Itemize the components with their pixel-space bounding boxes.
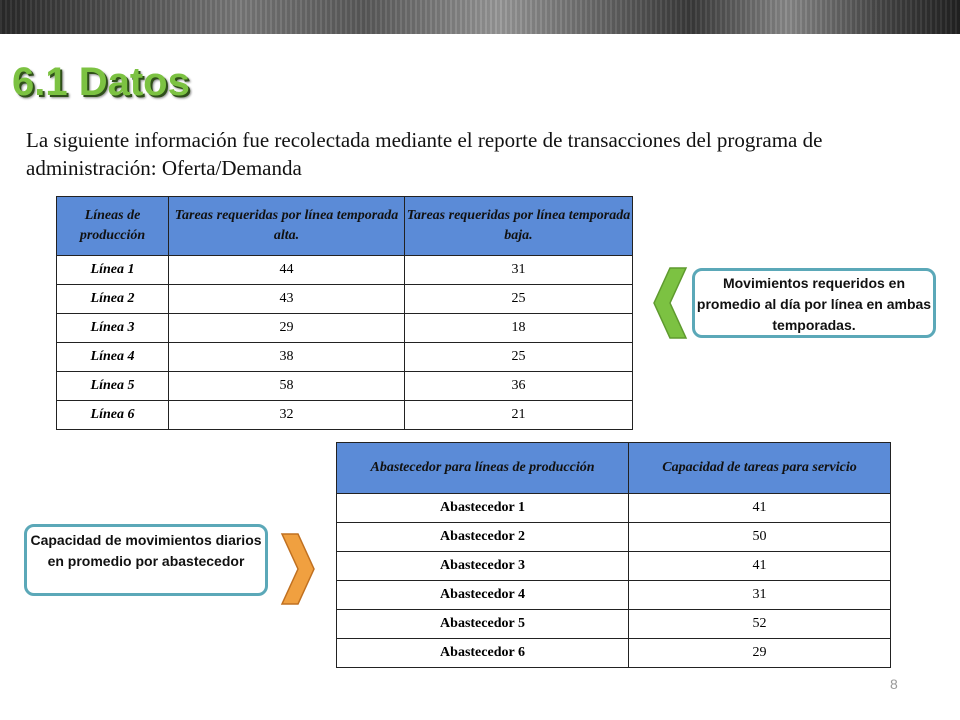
lines-table	[56, 196, 633, 430]
header-lineas: Líneas de producción	[57, 197, 169, 256]
header-alta: Tareas requeridas por línea temporada alta.	[169, 197, 405, 256]
header-abastecedor: Abastecedor para líneas de producción	[337, 443, 629, 494]
header-baja: Tareas requeridas por línea temporada baja.	[405, 197, 633, 256]
cell-baja: 25	[405, 285, 633, 314]
slide-title: 6.1 Datos	[12, 60, 190, 104]
row-label: Línea 1	[57, 256, 169, 285]
table-row	[337, 581, 891, 610]
row-label: Abastecedor 1	[337, 494, 629, 523]
chevron-right-icon	[280, 532, 316, 606]
table-row	[337, 523, 891, 552]
cell-capacidad: 50	[629, 523, 891, 552]
cell-alta: 29	[169, 314, 405, 343]
row-label: Abastecedor 5	[337, 610, 629, 639]
table-header-row	[337, 443, 891, 494]
row-label: Abastecedor 6	[337, 639, 629, 668]
cell-alta: 44	[169, 256, 405, 285]
cell-alta: 43	[169, 285, 405, 314]
row-label: Abastecedor 2	[337, 523, 629, 552]
cell-capacidad: 41	[629, 494, 891, 523]
table-header-row	[57, 197, 633, 256]
top-banner	[0, 0, 960, 34]
header-capacidad: Capacidad de tareas para servicio	[629, 443, 891, 494]
page-number: 8	[890, 676, 898, 692]
callout-capacidad-movimientos	[24, 524, 268, 596]
cell-capacidad: 52	[629, 610, 891, 639]
chevron-left-icon	[652, 266, 688, 340]
intro-paragraph: La siguiente información fue recolectada mediante el reporte de transacciones del programa de administración: Oferta/Demanda	[26, 128, 823, 180]
cell-baja: 31	[405, 256, 633, 285]
cell-alta: 58	[169, 372, 405, 401]
cell-baja: 36	[405, 372, 633, 401]
callout-text: Movimientos requeridos en promedio al día por línea en ambas temporadas.	[696, 275, 932, 333]
table-row	[57, 401, 633, 430]
table-row	[57, 256, 633, 285]
row-label: Línea 2	[57, 285, 169, 314]
table-row	[57, 285, 633, 314]
row-label: Abastecedor 4	[337, 581, 629, 610]
table-row	[337, 639, 891, 668]
cell-alta: 38	[169, 343, 405, 372]
row-label: Línea 5	[57, 372, 169, 401]
row-label: Línea 6	[57, 401, 169, 430]
row-label: Abastecedor 3	[337, 552, 629, 581]
row-label: Línea 4	[57, 343, 169, 372]
cell-alta: 32	[169, 401, 405, 430]
table-row	[337, 552, 891, 581]
cell-baja: 18	[405, 314, 633, 343]
table-row	[337, 494, 891, 523]
row-label: Línea 3	[57, 314, 169, 343]
callout-movimientos-requeridos	[692, 268, 936, 338]
abastecedores-table	[336, 442, 891, 668]
cell-capacidad: 41	[629, 552, 891, 581]
callout-text: Capacidad de movimientos diarios en promedio por abastecedor	[30, 532, 262, 569]
table-row	[57, 372, 633, 401]
cell-baja: 25	[405, 343, 633, 372]
cell-capacidad: 31	[629, 581, 891, 610]
table-row	[337, 610, 891, 639]
cell-baja: 21	[405, 401, 633, 430]
cell-capacidad: 29	[629, 639, 891, 668]
table-row	[57, 343, 633, 372]
table-row	[57, 314, 633, 343]
